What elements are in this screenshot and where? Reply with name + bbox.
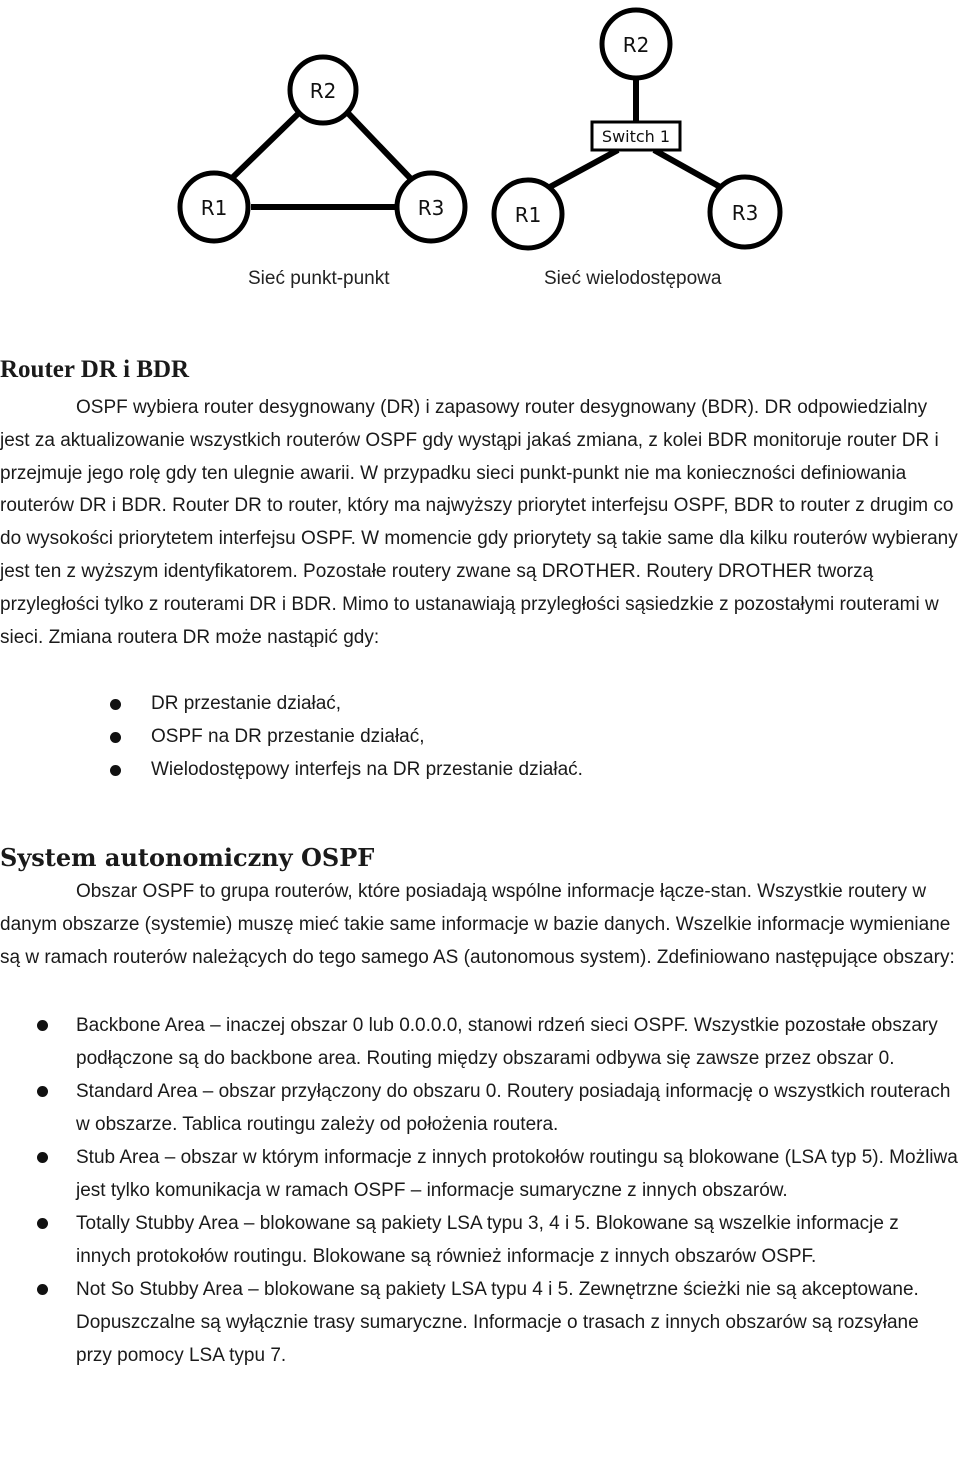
section-heading-autonomous-system: System autonomiczny OSPF	[0, 843, 375, 872]
switch-label: Switch 1	[601, 127, 671, 146]
router-label: R3	[731, 201, 759, 225]
network-diagrams	[0, 0, 960, 262]
bullet-icon	[37, 1152, 48, 1163]
caption-point-to-point: Sieć punkt-punkt	[248, 268, 390, 289]
router-node	[397, 173, 465, 241]
router-label: R3	[417, 196, 445, 220]
router-node	[602, 10, 670, 78]
list-item-text: Wielodostępowy interfejs na DR przestanie działać.	[151, 758, 583, 780]
list-item	[0, 1207, 960, 1273]
router-label: R2	[622, 33, 650, 57]
bullet-icon	[110, 732, 121, 743]
list-item-text: Standard Area – obszar przyłączony do obszaru 0. Routery posiadają informację o wszystkich routerach w obszarze. Tablica routingu zależy od położenia routera.	[76, 1081, 951, 1135]
section-paragraph-dr-bdr	[0, 392, 960, 654]
router-label: R1	[514, 203, 542, 227]
paragraph-text: Obszar OSPF to grupa routerów, które posiadają wspólne informacje łącze-stan. Wszystkie routery w danym obszarze (systemie) muszę mieć takie same informacje w bazie danych. Wszelkie informacje wymieniane są w ramach routerów należących do tego samego AS (autonomous system). Zdefiniowano następujące obszary:	[0, 881, 955, 968]
dr-change-conditions-list	[0, 688, 960, 786]
list-item	[0, 1009, 960, 1075]
ospf-areas-list	[0, 1009, 960, 1372]
link-switch-r1	[548, 150, 618, 188]
router-label: R1	[200, 196, 228, 220]
link-switch-r3	[654, 150, 722, 188]
diagram-point-to-point	[180, 57, 465, 241]
bullet-icon	[37, 1284, 48, 1295]
diagram-multi-access	[494, 10, 780, 248]
switch-node	[592, 122, 680, 150]
section-heading-dr-bdr: Router DR i BDR	[0, 356, 190, 383]
list-item	[0, 754, 960, 787]
list-item-text: Stub Area – obszar w którym informacje z innych protokołów routingu są blokowane (LSA typ 5). Możliwa jest tylko komunikacja w ramach OSPF – informacje sumaryczne z innych obszarów.	[76, 1147, 958, 1201]
caption-multi-access: Sieć wielodostępowa	[544, 268, 722, 289]
list-item	[0, 688, 960, 721]
list-item	[0, 1273, 960, 1372]
list-item-text: DR przestanie działać,	[151, 693, 342, 714]
router-node	[494, 180, 562, 248]
list-item-text: Not So Stubby Area – blokowane są pakiety LSA typu 4 i 5. Zewnętrzne ścieżki nie są akceptowane. Dopuszczalne są wyłącznie trasy sumaryczne. Informacje o trasach z innych obszarów są rozsyłane przy pomocy LSA typu 7.	[76, 1279, 919, 1366]
router-node	[290, 57, 356, 123]
list-item	[0, 1075, 960, 1141]
bullet-icon	[110, 699, 121, 710]
list-item-text: Totally Stubby Area – blokowane są pakiety LSA typu 3, 4 i 5. Blokowane są wszelkie informacje z innych protokołów routingu. Blokowane są również informacje z innych obszarów OSPF.	[76, 1213, 899, 1267]
list-item-text: OSPF na DR przestanie działać,	[151, 725, 425, 747]
link-r2-r1	[230, 110, 302, 180]
list-item	[0, 1141, 960, 1207]
list-item	[0, 721, 960, 754]
router-node	[710, 177, 780, 247]
bullet-icon	[37, 1218, 48, 1229]
bullet-icon	[37, 1086, 48, 1097]
section-paragraph-autonomous-system	[0, 876, 960, 974]
link-r2-r3	[345, 110, 412, 180]
router-label: R2	[309, 79, 337, 103]
bullet-icon	[110, 765, 121, 776]
bullet-icon	[37, 1020, 48, 1031]
list-item-text: Backbone Area – inaczej obszar 0 lub 0.0.0.0, stanowi rdzeń sieci OSPF. Wszystkie pozostałe obszary podłączone są do backbone area. Routing między obszarami odbywa się zawsze przez obszar 0.	[76, 1015, 938, 1069]
paragraph-text: OSPF wybiera router desygnowany (DR) i zapasowy router desygnowany (BDR). DR odpowiedzialny jest za aktualizowanie wszystkich routerów OSPF gdy wystąpi jakaś zmiana, z kolei BDR monitoruje router DR i przejmuje jego rolę gdy ten ulegnie awarii. W przypadku sieci punkt-punkt nie ma konieczności definiowania routerów DR i BDR. Router DR to router, który ma najwyższy priorytet interfejsu OSPF, BDR to router z drugim co do wysokości priorytetem interfejsu OSPF. W momencie gdy priorytety są takie same dla kilku routerów wybierany jest ten z wyższym identyfikatorem. Pozostałe routery zwane są DROTHER. Routery DROTHER tworzą przyległości tylko z routerami DR i BDR. Mimo to ustanawiają przyległości sąsiedzkie z pozostałymi routerami w sieci. Zmiana routera DR może nastąpić gdy:	[0, 397, 958, 648]
router-node	[180, 173, 248, 241]
